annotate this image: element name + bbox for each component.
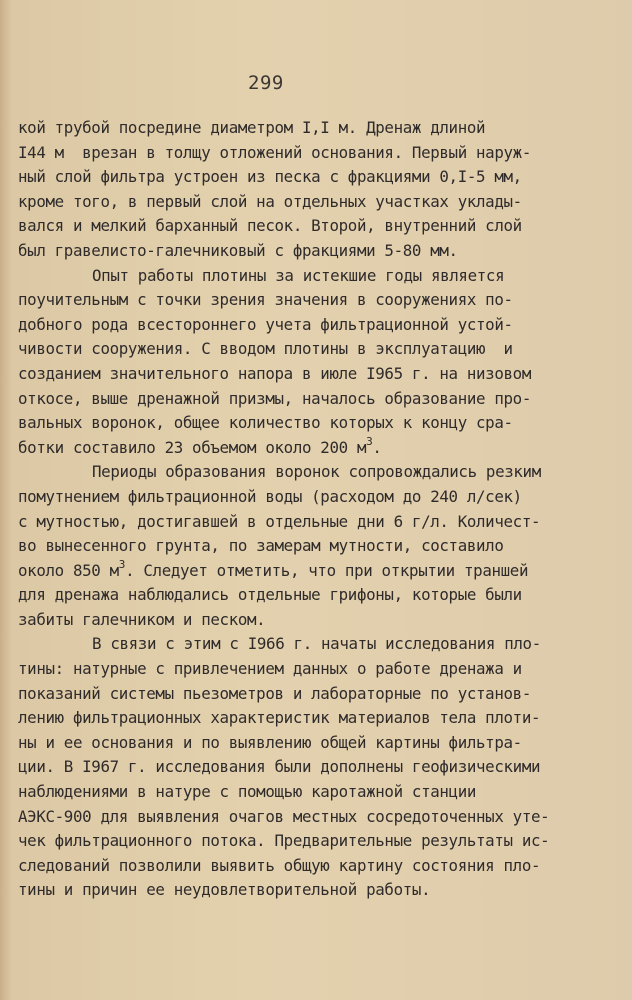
text-line-content: Периоды образования воронок сопровождались резким xyxy=(92,462,541,482)
text-line xyxy=(18,214,618,239)
text-line xyxy=(18,264,618,289)
text-line xyxy=(18,878,618,903)
text-line-content: АЭКС-900 для выявления очагов местных сосредоточенных уте- xyxy=(18,806,550,826)
text-line-content: вальных воронок, общее количество которых к концу сра- xyxy=(18,413,513,433)
text-line xyxy=(18,805,618,830)
page-number: 299 xyxy=(248,72,284,94)
text-line-content: чивости сооружения. С вводом плотины в эксплуатацию и xyxy=(18,339,513,359)
text-line xyxy=(18,534,618,559)
text-line-content: с мутностью, достигавшей в отдельные дни 6 г/л. Количест- xyxy=(18,511,541,531)
text-line-content: во вынесенного грунта, по замерам мутности, составило xyxy=(18,536,504,556)
text-line-content: ный слой фильтра устроен из песка с фракциями 0,I-5 мм, xyxy=(18,167,522,187)
text-line xyxy=(18,436,618,461)
superscript: 3 xyxy=(118,558,126,572)
text-line-content: показаний системы пьезометров и лабораторные по установ- xyxy=(18,683,531,703)
text-line-content: лению фильтрационных характеристик материалов тела плоти- xyxy=(18,708,541,728)
text-line-content: следований позволили выявить общую картину состояния пло- xyxy=(18,855,541,875)
text-line xyxy=(18,411,618,436)
text-line-content: вался и мелкий барханный песок. Второй, внутренний слой xyxy=(18,216,522,236)
text-line xyxy=(18,190,618,215)
text-line-content: добного рода всестороннего учета фильтрационной устой- xyxy=(18,314,513,334)
text-line xyxy=(18,362,618,387)
text-line-continuation: . xyxy=(372,437,382,457)
text-line xyxy=(18,559,618,584)
text-line xyxy=(18,780,618,805)
text-line xyxy=(18,485,618,510)
text-line xyxy=(18,313,618,338)
text-line-content: созданием значительного напора в июле I965 г. на низовом xyxy=(18,363,531,383)
text-line-continuation: . Следует отметить, что при открытии траншей xyxy=(125,560,529,580)
text-line xyxy=(18,682,618,707)
text-line xyxy=(18,116,618,141)
text-line-content: В связи с этим с I966 г. начаты исследования пло- xyxy=(92,634,541,654)
text-line-content: ботки составило 23 объемом около 200 м xyxy=(18,437,367,457)
text-line xyxy=(18,387,618,412)
text-line-content: I44 м врезан в толщу отложений основания. Первый наруж- xyxy=(18,142,531,162)
text-line xyxy=(18,337,618,362)
text-line xyxy=(18,755,618,780)
text-line xyxy=(18,288,618,313)
superscript: 3 xyxy=(366,435,373,449)
text-line xyxy=(18,706,618,731)
text-line-content: около 850 м xyxy=(18,560,119,580)
text-line xyxy=(18,657,618,682)
text-line-content: поучительным с точки зрения значения в сооружениях по- xyxy=(18,290,513,310)
text-line xyxy=(18,165,618,190)
body-text xyxy=(18,116,618,903)
text-line xyxy=(18,460,618,485)
text-line-content: был гравелисто-галечниковый с фракциями 5-80 мм. xyxy=(18,240,458,260)
text-line xyxy=(18,583,618,608)
text-line xyxy=(18,141,618,166)
text-line-content: для дренажа наблюдались отдельные грифоны, которые были xyxy=(18,585,522,605)
text-line-content: ны и ее основания и по выявлению общей картины фильтра- xyxy=(18,732,522,752)
text-line-content: Опыт работы плотины за истекшие годы является xyxy=(92,265,505,285)
text-line-content: помутнением фильтрационной воды (расходом до 240 л/сек) xyxy=(18,486,522,506)
text-line xyxy=(18,608,618,633)
text-line-content: наблюдениями в натуре с помощью каротажной станции xyxy=(18,782,477,802)
text-line xyxy=(18,510,618,535)
text-line xyxy=(18,854,618,879)
text-line xyxy=(18,829,618,854)
text-line-content: кроме того, в первый слой на отдельных участках уклады- xyxy=(18,191,522,211)
text-line xyxy=(18,632,618,657)
text-line-content: кой трубой посредине диаметром I,I м. Дренаж длиной xyxy=(18,118,486,137)
text-line-content: ции. В I967 г. исследования были дополнены геофизическими xyxy=(18,757,541,777)
text-line-content: чек фильтрационного потока. Предварительные результаты ис- xyxy=(18,831,550,851)
text-line-content: забиты галечником и песком. xyxy=(18,609,266,629)
text-line xyxy=(18,731,618,756)
text-line-content: тины: натурные с привлечением данных о работе дренажа и xyxy=(18,659,522,679)
text-line-content: тины и причин ее неудовлетворительной работы. xyxy=(18,880,431,900)
text-line-content: откосе, выше дренажной призмы, началось образование про- xyxy=(18,388,531,408)
text-line xyxy=(18,239,618,264)
